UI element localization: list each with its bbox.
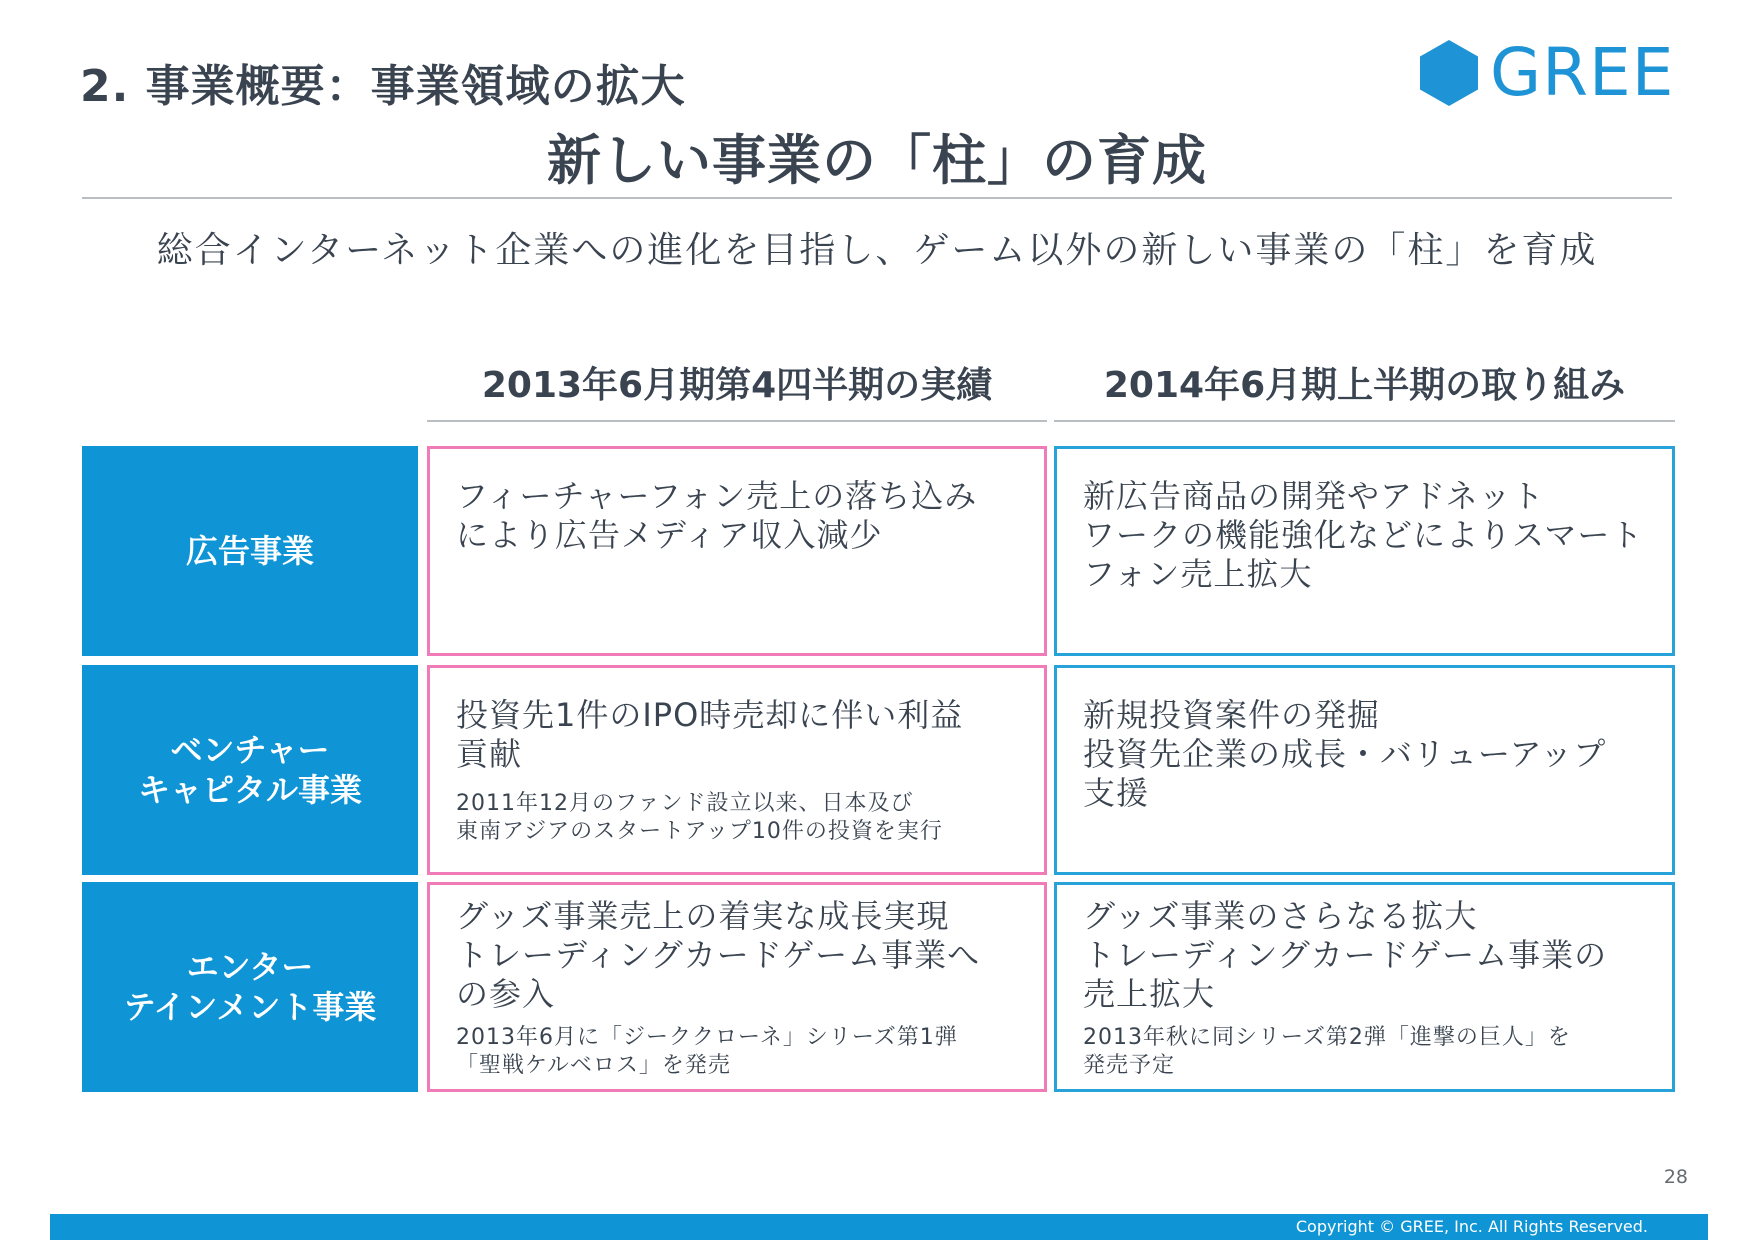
- cell-main-text: 新広告商品の開発やアドネット ワークの機能強化などによりスマート フォン売上拡大: [1083, 477, 1644, 593]
- title-divider: [82, 197, 1672, 199]
- column-header-underline: [427, 420, 1047, 422]
- hexagon-icon: [1420, 40, 1478, 106]
- column-header-underline: [1054, 420, 1675, 422]
- column-header-h1-2014: [1054, 362, 1675, 422]
- cell-note-text: 2011年12月のファンド設立以来、日本及び 東南アジアのスタートアップ10件の投資を実行: [456, 791, 943, 844]
- copyright-text: Copyright © GREE, Inc. All Rights Reserved.: [1295, 1217, 1648, 1236]
- cell-advertising-h1: [1054, 446, 1675, 656]
- row-label-text: エンター テインメント事業: [123, 948, 377, 1026]
- cell-venture-capital-h1: [1054, 665, 1675, 875]
- column-header-q4-2013: [427, 362, 1047, 422]
- column-header-label: 2014年6月期上半期の取り組み: [1103, 365, 1626, 406]
- row-label-entertainment: [82, 882, 418, 1092]
- column-header-label: 2013年6月期第4四半期の実績: [481, 365, 993, 406]
- page-subtitle: 総合インターネット企業への進化を目指し、ゲーム以外の新しい事業の「柱」を育成: [156, 230, 1598, 271]
- cell-main-text: 投資先1件のIPO時売却に伴い利益 貢献: [456, 696, 964, 773]
- cell-venture-capital-q4: [427, 665, 1047, 875]
- cell-main-text: グッズ事業売上の着実な成長実現 トレーディングカードゲーム事業へ の参入: [456, 897, 981, 1013]
- cell-entertainment-h1: [1054, 882, 1675, 1092]
- row-label-text: ベンチャー キャピタル事業: [137, 731, 362, 809]
- page-number: 28: [1663, 1166, 1688, 1188]
- row-label-venture-capital: [82, 665, 418, 875]
- gree-logo: [1420, 34, 1680, 111]
- page-title: 新しい事業の「柱」の育成: [547, 129, 1207, 192]
- row-label-advertising: [82, 446, 418, 656]
- footer-bar: [50, 1214, 1708, 1240]
- cell-note-text: 2013年秋に同シリーズ第2弾「進撃の巨人」を 発売予定: [1083, 1025, 1571, 1078]
- cell-main-text: 新規投資案件の発掘 投資先企業の成長・バリューアップ 支援: [1083, 696, 1607, 812]
- cell-main-text: グッズ事業のさらなる拡大 トレーディングカードゲーム事業の 売上拡大: [1083, 897, 1608, 1013]
- cell-note-text: 2013年6月に「ジーククローネ」シリーズ第1弾 「聖戦ケルベロス」を発売: [456, 1025, 958, 1078]
- logo-text: GREE: [1490, 34, 1675, 111]
- row-label-text: 広告事業: [185, 532, 314, 570]
- cell-advertising-q4: [427, 446, 1047, 656]
- cell-entertainment-q4: [427, 882, 1047, 1092]
- cell-main-text: フィーチャーフォン売上の落ち込み により広告メディア収入減少: [456, 477, 978, 554]
- section-title: 2. 事業概要：事業領域の拡大: [80, 61, 686, 112]
